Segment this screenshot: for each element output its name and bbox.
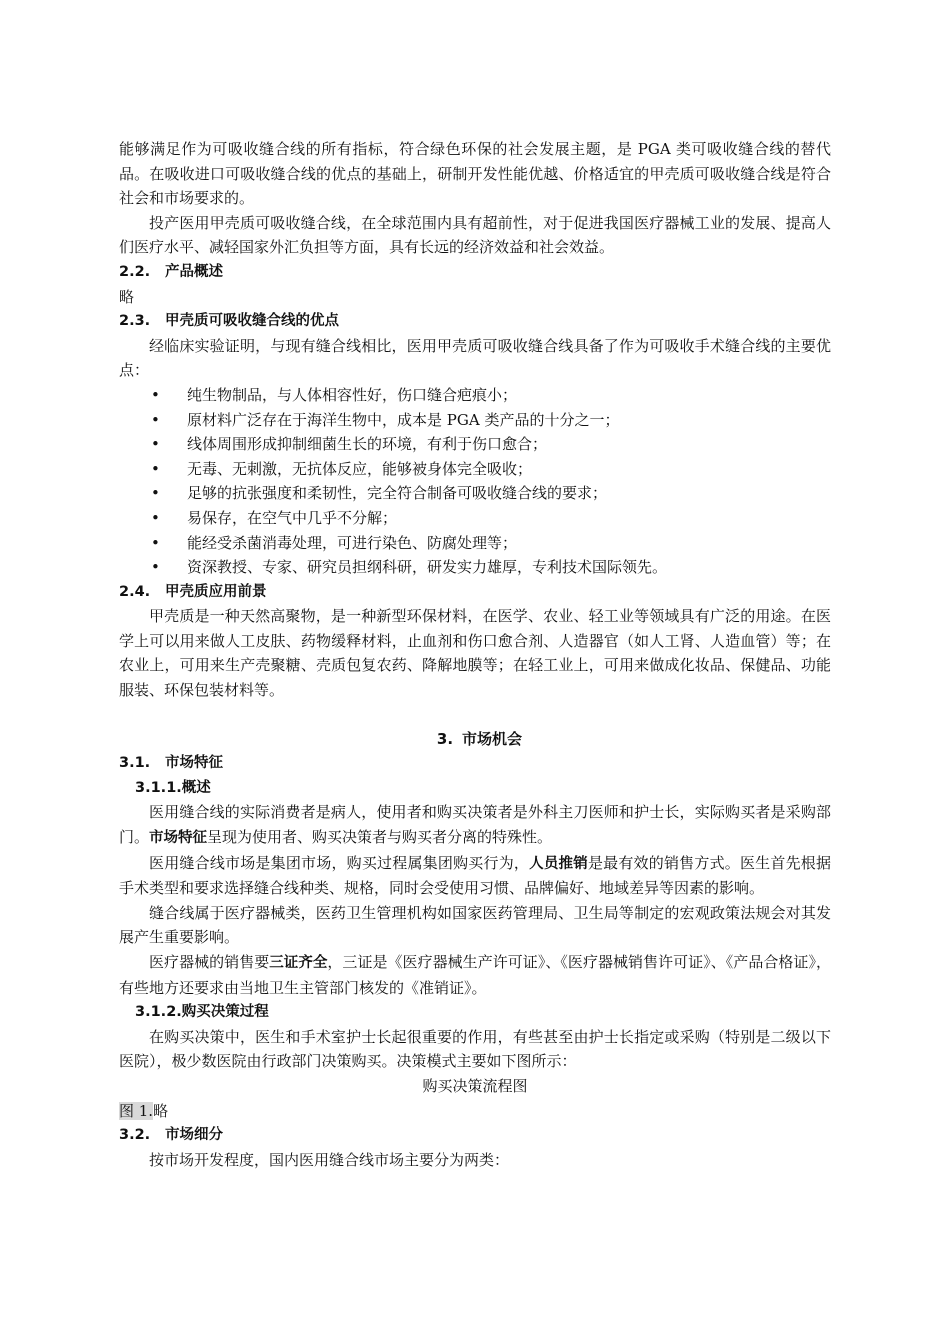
text-run: 医用缝合线的实际消费者是病人，使用者和购买决策者是外科主刀医师和护士长，实际购买者是采购部门。 [119, 803, 831, 847]
text-run: 医疗器械的销售要 [149, 953, 270, 971]
bullet-icon: • [151, 410, 160, 429]
list-item-text: 线体周围形成抑制细菌生长的环境，有利于伤口愈合； [187, 435, 548, 454]
bullet-icon: • [151, 508, 160, 527]
text-run: 是最有效的销售方式。医生首先根据手术类型和要求选择缝合线种类、规格，同时会受使用习惯、品牌偏好、地域差异等因素的影响。 [119, 853, 831, 898]
intro-paragraph-1: 能够满足作为可吸收缝合线的所有指标，符合绿色环保的社会发展主题，是 PGA 类可吸收缝合线的替代品。在吸收进口可吸收缝合线的优点的基础上，研制开发性能优越、价格适宜的甲壳质可吸收缝合线是符合社会和市场要求的。 [119, 140, 831, 208]
bullet-icon: • [151, 459, 160, 478]
section-3-1-2-body: 在购买决策中，医生和手术室护士长起很重要的作用，有些甚至由护士长指定或采购（特别是二级以下医院），极少数医院由行政部门决策购买。决策模式主要如下图所示： [119, 1027, 831, 1071]
bullet-icon: • [151, 484, 160, 503]
section-3-1-1-paragraph-1 [119, 800, 831, 850]
chapter-3-heading [119, 727, 831, 752]
list-item [119, 531, 831, 556]
section-2-3-intro: 经临床实验证明，与现有缝合线相比，医用甲壳质可吸收缝合线具备了作为可吸收手术缝合线的主要优点： [119, 336, 831, 380]
advantages-list [119, 383, 831, 580]
section-3-2-heading [119, 1123, 831, 1148]
list-item [119, 555, 831, 580]
section-3-2-body: 按市场开发程度，国内医用缝合线市场主要分为两类： [149, 1150, 510, 1169]
bold-term: 人员推销 [529, 855, 588, 872]
figure-title: 购买决策流程图 [422, 1076, 528, 1095]
bold-term: 三证齐全 [269, 955, 328, 971]
bullet-icon: • [151, 435, 160, 454]
list-item-text: 原材料广泛存在于海洋生物中，成本是 PGA 类产品的十分之一； [187, 410, 620, 429]
section-3-1-1-heading: 3.1.1.概述 [135, 779, 211, 796]
list-item [119, 457, 831, 482]
figure-body: 略 [153, 1101, 169, 1120]
list-item [119, 383, 831, 408]
section-title: 甲壳质可吸收缝合线的优点 [165, 313, 339, 330]
section-2-4-body: 甲壳质是一种天然高聚物，是一种新型环保材料，在医学、农业、轻工业等领域具有广泛的用途。在医学上可以用来做人工皮肤、药物缓释材料，止血剂和伤口愈合剂、人造器官（如人工肾、人造血管）等；在农业上，可用来生产壳聚糖、壳质包复农药、降解地膜等；在轻工业上，可用来做成化妆品、保健品、功能服装、环保包装材料等。 [119, 607, 831, 700]
section-3-1-1-paragraph-2 [119, 851, 831, 901]
list-item-text: 无毒、无刺激，无抗体反应，能够被身体完全吸收； [187, 459, 533, 478]
bold-term: 市场特征 [149, 830, 208, 847]
section-3-1-1-paragraph-3: 缝合线属于医疗器械类，医药卫生管理机构如国家医药管理局、卫生局等制定的宏观政策法规会对其发展产生重要影响。 [119, 903, 831, 947]
chapter-title: 市场机会 [461, 729, 522, 748]
section-title: 产品概述 [165, 263, 223, 280]
list-item [119, 408, 831, 433]
section-number: 2.4. [119, 583, 151, 600]
bullet-icon: • [151, 558, 160, 577]
list-item [119, 506, 831, 531]
list-item [119, 432, 831, 457]
list-item-text: 资深教授、专家、研究员担纲科研，研发实力雄厚，专利技术国际领先。 [187, 558, 668, 577]
list-item [119, 481, 831, 506]
text-run: 呈现为使用者、购买决策者与购买者分离的特殊性。 [207, 828, 553, 847]
section-2-2-heading [119, 260, 831, 285]
list-item-text: 纯生物制品，与人体相容性好，伤口缝合疤痕小； [187, 385, 518, 404]
section-2-4-heading [119, 580, 831, 605]
section-number: 2.2. [119, 263, 151, 280]
section-title: 甲壳质应用前景 [165, 583, 267, 600]
bullet-icon: • [151, 533, 160, 552]
list-item-text: 足够的抗张强度和柔韧性，完全符合制备可吸收缝合线的要求； [187, 484, 608, 503]
section-number: 3.2. [119, 1127, 151, 1144]
section-3-1-2-heading: 3.1.2.购买决策过程 [135, 1004, 269, 1021]
section-2-3-heading [119, 309, 831, 334]
figure-label: 图 1. [119, 1101, 154, 1120]
document-page [119, 137, 831, 1172]
intro-paragraph-2: 投产医用甲壳质可吸收缝合线，在全球范围内具有超前性，对于促进我国医疗器械工业的发展、提高人们医疗水平、减轻国家外汇负担等方面，具有长远的经济效益和社会效益。 [119, 213, 831, 257]
list-item-text: 易保存，在空气中几乎不分解； [187, 508, 398, 527]
list-item-text: 能经受杀菌消毒处理，可进行染色、防腐处理等； [187, 533, 518, 552]
figure-caption [119, 1099, 831, 1124]
section-number: 2.3. [119, 313, 151, 330]
section-3-1-1-paragraph-4 [119, 950, 831, 1000]
section-3-1-heading [119, 751, 831, 776]
text-run: ，三证是《医疗器械生产许可证》、《医疗器械销售许可证》、《产品合格证》，有些地方还要求由当地卫生主管部门核发的《准销证》。 [119, 953, 831, 997]
section-2-2-body: 略 [119, 287, 135, 306]
bullet-icon: • [151, 385, 160, 404]
section-title: 市场细分 [165, 1127, 223, 1144]
section-title: 市场特征 [165, 755, 223, 772]
text-run: 医用缝合线市场是集团市场，购买过程属集团购买行为， [149, 853, 530, 872]
section-number: 3.1. [119, 755, 151, 772]
chapter-number: 3. [436, 729, 454, 748]
